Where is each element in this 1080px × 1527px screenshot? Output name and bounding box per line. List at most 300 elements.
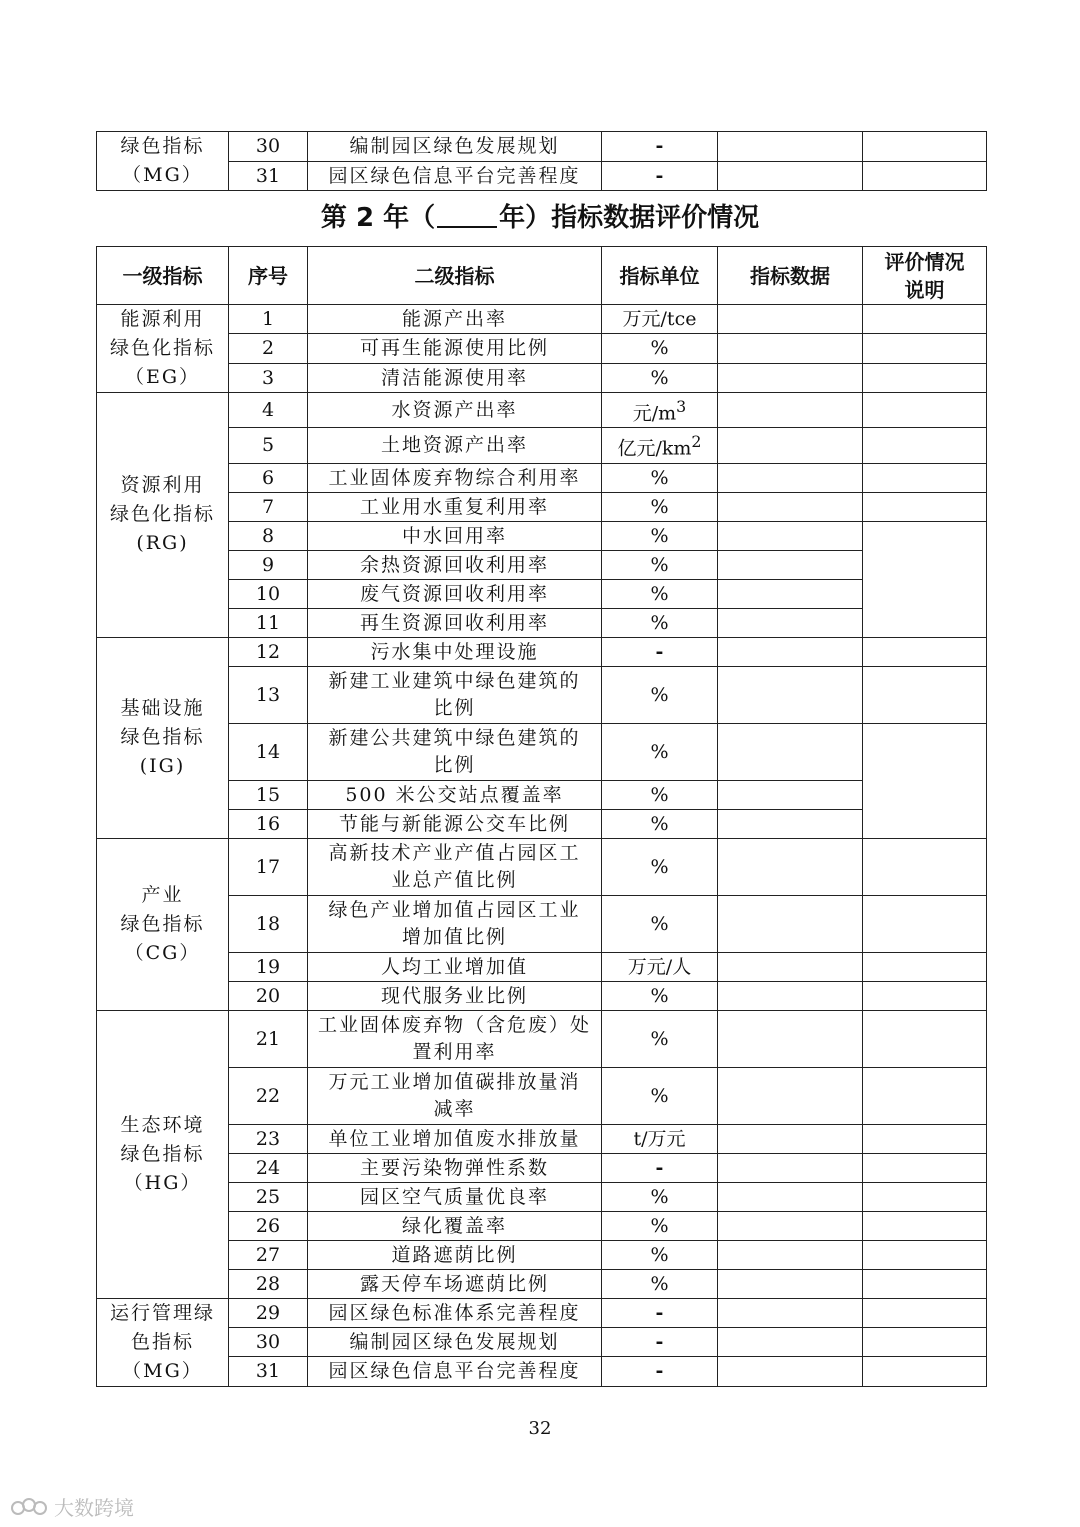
header-eval-line2: 说明 bbox=[904, 277, 945, 302]
indicator-name bbox=[308, 1298, 602, 1327]
indicator-name-line: 节能与新能源公交车比例 bbox=[338, 812, 570, 835]
evaluation-cell bbox=[863, 521, 987, 637]
table-row bbox=[97, 363, 987, 392]
indicator-unit bbox=[602, 579, 718, 608]
unit-text: % bbox=[650, 466, 669, 489]
category-line: 绿色指标 bbox=[120, 135, 205, 157]
indicator-unit bbox=[602, 492, 718, 521]
row-number: 4 bbox=[229, 393, 308, 428]
table-row bbox=[97, 895, 987, 952]
evaluation-cell bbox=[863, 838, 987, 895]
unit-text: 万元/人 bbox=[627, 955, 692, 978]
unit-text: % bbox=[650, 812, 669, 835]
table-row bbox=[97, 1269, 987, 1298]
indicator-name bbox=[308, 1357, 602, 1386]
indicator-name-line: 绿化覆盖率 bbox=[401, 1214, 507, 1237]
indicator-name-line: 万元工业增加值碳排放量消 bbox=[328, 1070, 581, 1093]
continuation-table bbox=[96, 131, 987, 191]
unit-text: - bbox=[655, 1331, 664, 1354]
indicator-data-cell bbox=[718, 1298, 863, 1327]
header-no: 序号 bbox=[229, 247, 308, 305]
indicator-data-cell bbox=[718, 550, 863, 579]
unit-text: - bbox=[655, 1301, 664, 1324]
indicator-name-line: 高新技术产业产值占园区工 bbox=[328, 841, 581, 864]
table-row bbox=[97, 1211, 987, 1240]
unit-text: % bbox=[650, 524, 669, 547]
indicator-unit bbox=[602, 780, 718, 809]
indicator-name bbox=[308, 1327, 602, 1356]
indicator-unit bbox=[602, 666, 718, 723]
category-line: （EG） bbox=[124, 366, 201, 388]
indicator-data-cell bbox=[718, 579, 863, 608]
indicator-name-line: 中水回用率 bbox=[401, 524, 507, 547]
table-row bbox=[97, 1124, 987, 1153]
header-row bbox=[97, 247, 987, 305]
table-row bbox=[97, 1067, 987, 1124]
indicator-name bbox=[308, 579, 602, 608]
evaluation-cell bbox=[863, 1327, 987, 1356]
row-number: 6 bbox=[229, 463, 308, 492]
title-suffix: 年）指标数据评价情况 bbox=[499, 203, 760, 233]
row-number: 31 bbox=[229, 1357, 308, 1386]
indicator-unit bbox=[602, 521, 718, 550]
indicator-name bbox=[308, 393, 602, 428]
header-secondary: 二级指标 bbox=[308, 247, 602, 305]
unit-text: % bbox=[650, 1027, 669, 1050]
unit-text: - bbox=[655, 1156, 664, 1179]
indicator-unit bbox=[602, 334, 718, 363]
indicator-name-line: 人均工业增加值 bbox=[380, 955, 528, 978]
table-row bbox=[97, 521, 987, 550]
unit-text: % bbox=[650, 783, 669, 806]
indicator-name bbox=[308, 463, 602, 492]
evaluation-cell bbox=[863, 1357, 987, 1386]
row-number: 9 bbox=[229, 550, 308, 579]
watermark bbox=[10, 1492, 134, 1521]
indicator-name-line: 500 米公交站点覆盖率 bbox=[345, 783, 564, 806]
indicator-data-cell bbox=[718, 428, 863, 463]
category-line: 绿色指标 bbox=[120, 726, 205, 749]
category-line: 绿色化指标 bbox=[109, 337, 215, 359]
indicator-unit bbox=[602, 608, 718, 637]
category-line: （MG） bbox=[122, 1359, 203, 1382]
indicator-unit bbox=[602, 550, 718, 579]
indicator-name bbox=[308, 637, 602, 666]
indicator-name-line: 增加值比例 bbox=[401, 925, 507, 948]
indicator-unit bbox=[602, 809, 718, 838]
category-line: (IG) bbox=[139, 755, 186, 778]
table-row bbox=[97, 1240, 987, 1269]
table-row bbox=[97, 1327, 987, 1356]
indicator-unit bbox=[602, 637, 718, 666]
unit-superscript: 3 bbox=[676, 397, 687, 416]
indicator-name-line: 主要污染物弹性系数 bbox=[359, 1156, 549, 1179]
unit-text: - bbox=[655, 640, 664, 663]
indicator-name-line: 污水集中处理设施 bbox=[370, 640, 539, 663]
table-row bbox=[97, 952, 987, 981]
category-line: 色指标 bbox=[130, 1330, 194, 1353]
indicator-name-line: 工业固体废弃物（含危废）处 bbox=[317, 1013, 591, 1036]
indicator-unit bbox=[602, 1357, 718, 1386]
indicator-data-cell bbox=[718, 521, 863, 550]
indicator-data-cell bbox=[718, 1182, 863, 1211]
evaluation-cell bbox=[863, 952, 987, 981]
indicator-name-line: 道路遮荫比例 bbox=[391, 1243, 518, 1266]
year-blank bbox=[437, 200, 497, 228]
indicator-name bbox=[308, 1153, 602, 1182]
indicator-data-cell bbox=[718, 305, 863, 334]
evaluation-cell bbox=[863, 1153, 987, 1182]
indicator-name-line: 业总产值比例 bbox=[391, 868, 518, 891]
indicator-name-line: 土地资源产出率 bbox=[380, 434, 528, 457]
unit-text: % bbox=[650, 611, 669, 634]
indicator-data-cell bbox=[718, 809, 863, 838]
category-line: 绿色指标 bbox=[120, 1142, 205, 1165]
unit-text: 亿元/km bbox=[617, 437, 692, 460]
indicator-data-cell bbox=[718, 1211, 863, 1240]
indicator-data-cell bbox=[718, 1269, 863, 1298]
table-row bbox=[97, 492, 987, 521]
indicator-data-cell bbox=[718, 780, 863, 809]
evaluation-cell bbox=[863, 428, 987, 463]
indicator-unit bbox=[602, 393, 718, 428]
watermark-logo-icon bbox=[10, 1496, 50, 1518]
indicator-name-line: 再生资源回收利用率 bbox=[359, 611, 549, 634]
category-cell bbox=[97, 393, 229, 638]
category-line: 能源利用 bbox=[120, 308, 205, 330]
indicator-name-line: 可再生能源使用比例 bbox=[359, 337, 549, 360]
evaluation-cell bbox=[863, 1269, 987, 1298]
table-row bbox=[97, 666, 987, 723]
category-line: （MG） bbox=[122, 164, 203, 186]
unit-text: 元/m bbox=[632, 402, 677, 425]
indicator-data-cell bbox=[718, 334, 863, 363]
row-number: 23 bbox=[229, 1124, 308, 1153]
table-row bbox=[97, 550, 987, 579]
category-line: 绿色指标 bbox=[120, 912, 205, 935]
indicator-name bbox=[308, 305, 602, 334]
indicator-data-cell bbox=[718, 1153, 863, 1182]
row-number: 26 bbox=[229, 1211, 308, 1240]
unit-text: % bbox=[650, 683, 669, 706]
watermark-text: 大数跨境 bbox=[54, 1496, 134, 1520]
category-line: （CG） bbox=[124, 941, 201, 964]
indicator-data-cell bbox=[718, 1067, 863, 1124]
row-number: 28 bbox=[229, 1269, 308, 1298]
indicator-data-cell bbox=[718, 161, 863, 191]
indicator-data-cell bbox=[718, 637, 863, 666]
table-row bbox=[97, 981, 987, 1010]
indicator-unit bbox=[602, 1153, 718, 1182]
evaluation-cell bbox=[863, 1298, 987, 1327]
row-number: 8 bbox=[229, 521, 308, 550]
indicator-data-cell bbox=[718, 463, 863, 492]
indicator-unit bbox=[602, 1124, 718, 1153]
indicator-name bbox=[308, 952, 602, 981]
category-line: 运行管理绿 bbox=[109, 1301, 215, 1324]
indicator-name bbox=[308, 492, 602, 521]
table-row bbox=[97, 463, 987, 492]
indicator-unit bbox=[602, 1327, 718, 1356]
table-row bbox=[97, 1182, 987, 1211]
category-cell bbox=[97, 838, 229, 1010]
indicator-name bbox=[308, 981, 602, 1010]
table-row bbox=[97, 334, 987, 363]
row-number: 20 bbox=[229, 981, 308, 1010]
indicator-name bbox=[308, 1182, 602, 1211]
table-row bbox=[97, 838, 987, 895]
row-number: 27 bbox=[229, 1240, 308, 1269]
row-number: 12 bbox=[229, 637, 308, 666]
row-number: 16 bbox=[229, 809, 308, 838]
indicator-data-cell bbox=[718, 393, 863, 428]
row-number: 30 bbox=[229, 132, 308, 162]
unit-text: % bbox=[650, 1214, 669, 1237]
indicator-table bbox=[96, 246, 987, 1387]
indicator-name-line: 新建公共建筑中绿色建筑的 bbox=[328, 726, 581, 749]
row-number: 17 bbox=[229, 838, 308, 895]
indicator-name bbox=[308, 550, 602, 579]
indicator-name-line: 园区绿色信息平台完善程度 bbox=[328, 1360, 581, 1383]
indicator-unit bbox=[602, 1269, 718, 1298]
indicator-name-line: 园区空气质量优良率 bbox=[359, 1185, 549, 1208]
indicator-name-line: 编制园区绿色发展规划 bbox=[349, 1331, 560, 1354]
category-line: 产业 bbox=[141, 883, 184, 906]
row-number: 30 bbox=[229, 1327, 308, 1356]
indicator-name bbox=[308, 809, 602, 838]
indicator-data-cell bbox=[718, 981, 863, 1010]
indicator-name-line: 工业固体废弃物综合利用率 bbox=[328, 466, 581, 489]
category-line: （HG） bbox=[123, 1171, 202, 1194]
category-line: 绿色化指标 bbox=[109, 503, 215, 526]
indicator-name-line: 新建工业建筑中绿色建筑的 bbox=[328, 669, 581, 692]
evaluation-cell bbox=[863, 1211, 987, 1240]
category-cell bbox=[97, 1010, 229, 1298]
indicator-unit bbox=[602, 1067, 718, 1124]
table-row bbox=[97, 1153, 987, 1182]
indicator-unit bbox=[602, 463, 718, 492]
indicator-data-cell bbox=[718, 363, 863, 392]
indicator-data-cell bbox=[718, 895, 863, 952]
indicator-name-line: 置利用率 bbox=[412, 1040, 497, 1063]
indicator-name bbox=[308, 838, 602, 895]
row-number: 18 bbox=[229, 895, 308, 952]
unit-text: % bbox=[650, 912, 669, 935]
unit-text: % bbox=[650, 740, 669, 763]
indicator-name bbox=[308, 428, 602, 463]
unit-text: % bbox=[650, 553, 669, 576]
unit-text: % bbox=[650, 984, 669, 1007]
unit-text: % bbox=[650, 1272, 669, 1295]
indicator-name bbox=[308, 608, 602, 637]
indicator-unit bbox=[602, 363, 718, 392]
header-primary: 一级指标 bbox=[97, 247, 229, 305]
header-eval bbox=[863, 247, 987, 305]
indicator-unit bbox=[602, 1010, 718, 1067]
unit-text: % bbox=[650, 366, 669, 389]
table-row bbox=[97, 161, 987, 191]
indicator-data-cell bbox=[718, 1357, 863, 1386]
indicator-data-cell bbox=[718, 952, 863, 981]
indicator-data-cell bbox=[718, 492, 863, 521]
evaluation-cell bbox=[863, 132, 987, 162]
row-number: 7 bbox=[229, 492, 308, 521]
table-row bbox=[97, 780, 987, 809]
title-prefix: 第 2 年（ bbox=[320, 203, 436, 233]
table-row bbox=[97, 723, 987, 780]
table-row bbox=[97, 1298, 987, 1327]
evaluation-cell bbox=[863, 637, 987, 666]
table-row bbox=[97, 428, 987, 463]
indicator-name: 编制园区绿色发展规划 bbox=[308, 132, 602, 162]
unit-text: t/万元 bbox=[633, 1127, 686, 1150]
evaluation-cell bbox=[863, 363, 987, 392]
evaluation-cell bbox=[863, 463, 987, 492]
evaluation-cell bbox=[863, 1240, 987, 1269]
table-row bbox=[97, 608, 987, 637]
indicator-unit bbox=[602, 1240, 718, 1269]
evaluation-cell bbox=[863, 895, 987, 952]
indicator-name bbox=[308, 1067, 602, 1124]
unit-text: % bbox=[650, 855, 669, 878]
unit-text: % bbox=[650, 1084, 669, 1107]
evaluation-cell bbox=[863, 305, 987, 334]
row-number: 19 bbox=[229, 952, 308, 981]
indicator-name bbox=[308, 1269, 602, 1298]
row-number: 25 bbox=[229, 1182, 308, 1211]
indicator-name-line: 单位工业增加值废水排放量 bbox=[328, 1127, 581, 1150]
indicator-name: 园区绿色信息平台完善程度 bbox=[308, 161, 602, 191]
unit-text: % bbox=[650, 1185, 669, 1208]
indicator-unit: - bbox=[602, 161, 718, 191]
category-cell bbox=[97, 1298, 229, 1386]
category-line: 生态环境 bbox=[120, 1113, 205, 1136]
indicator-data-cell bbox=[718, 1010, 863, 1067]
row-number: 15 bbox=[229, 780, 308, 809]
row-number: 11 bbox=[229, 608, 308, 637]
indicator-name bbox=[308, 1240, 602, 1269]
indicator-data-cell bbox=[718, 838, 863, 895]
row-number: 22 bbox=[229, 1067, 308, 1124]
row-number: 29 bbox=[229, 1298, 308, 1327]
indicator-unit bbox=[602, 428, 718, 463]
indicator-data-cell bbox=[718, 608, 863, 637]
table-row bbox=[97, 579, 987, 608]
indicator-name-line: 水资源产出率 bbox=[391, 399, 518, 422]
evaluation-cell bbox=[863, 334, 987, 363]
indicator-unit bbox=[602, 1211, 718, 1240]
evaluation-cell bbox=[863, 1067, 987, 1124]
indicator-data-cell bbox=[718, 132, 863, 162]
indicator-name bbox=[308, 895, 602, 952]
indicator-unit bbox=[602, 723, 718, 780]
indicator-name-line: 现代服务业比例 bbox=[380, 984, 528, 1007]
unit-text: % bbox=[650, 1243, 669, 1266]
unit-text: % bbox=[650, 495, 669, 518]
indicator-name bbox=[308, 666, 602, 723]
category-line: 基础设施 bbox=[120, 697, 205, 720]
table-row bbox=[97, 1357, 987, 1386]
row-number: 1 bbox=[229, 305, 308, 334]
evaluation-cell bbox=[863, 723, 987, 838]
unit-text: - bbox=[655, 1360, 664, 1383]
table-row bbox=[97, 305, 987, 334]
row-number: 2 bbox=[229, 334, 308, 363]
indicator-name-line: 余热资源回收利用率 bbox=[359, 553, 549, 576]
evaluation-cell bbox=[863, 1124, 987, 1153]
row-number: 13 bbox=[229, 666, 308, 723]
unit-text: 万元/tce bbox=[622, 308, 697, 331]
evaluation-cell bbox=[863, 981, 987, 1010]
header-data: 指标数据 bbox=[718, 247, 863, 305]
indicator-data-cell bbox=[718, 723, 863, 780]
table-row bbox=[97, 393, 987, 428]
category-cell bbox=[97, 305, 229, 393]
indicator-unit bbox=[602, 981, 718, 1010]
table-row bbox=[97, 637, 987, 666]
indicator-unit bbox=[602, 838, 718, 895]
page-title bbox=[0, 196, 1080, 240]
category-line: (RG) bbox=[136, 532, 189, 555]
row-number: 3 bbox=[229, 363, 308, 392]
evaluation-cell bbox=[863, 492, 987, 521]
indicator-data-cell bbox=[718, 1327, 863, 1356]
indicator-name-line: 减率 bbox=[433, 1097, 476, 1120]
indicator-name bbox=[308, 1211, 602, 1240]
row-number: 14 bbox=[229, 723, 308, 780]
evaluation-cell bbox=[863, 1010, 987, 1067]
indicator-name bbox=[308, 521, 602, 550]
indicator-name-line: 比例 bbox=[433, 696, 476, 719]
indicator-name bbox=[308, 1124, 602, 1153]
indicator-name-line: 露天停车场遮荫比例 bbox=[359, 1272, 549, 1295]
indicator-data-cell bbox=[718, 1124, 863, 1153]
indicator-unit bbox=[602, 1298, 718, 1327]
indicator-unit bbox=[602, 952, 718, 981]
table-row bbox=[97, 1010, 987, 1067]
indicator-name bbox=[308, 363, 602, 392]
unit-text: % bbox=[650, 582, 669, 605]
indicator-name bbox=[308, 1010, 602, 1067]
indicator-name-line: 园区绿色标准体系完善程度 bbox=[328, 1301, 581, 1324]
header-eval-line1: 评价情况 bbox=[884, 249, 965, 274]
indicator-name-line: 绿色产业增加值占园区工业 bbox=[328, 898, 581, 921]
indicator-unit bbox=[602, 305, 718, 334]
indicator-data-cell bbox=[718, 666, 863, 723]
indicator-name-line: 废气资源回收利用率 bbox=[359, 582, 549, 605]
evaluation-cell bbox=[863, 161, 987, 191]
table-row bbox=[97, 809, 987, 838]
row-number: 21 bbox=[229, 1010, 308, 1067]
indicator-name-line: 能源产出率 bbox=[401, 308, 507, 331]
row-number: 10 bbox=[229, 579, 308, 608]
indicator-name bbox=[308, 334, 602, 363]
row-number: 24 bbox=[229, 1153, 308, 1182]
indicator-name-line: 清洁能源使用率 bbox=[380, 366, 528, 389]
evaluation-cell bbox=[863, 393, 987, 428]
indicator-name-line: 工业用水重复利用率 bbox=[359, 495, 549, 518]
category-cell bbox=[97, 132, 229, 191]
unit-text: % bbox=[650, 337, 669, 360]
row-number: 5 bbox=[229, 428, 308, 463]
table-row bbox=[97, 132, 987, 162]
indicator-name bbox=[308, 723, 602, 780]
page-number: 32 bbox=[528, 1418, 552, 1439]
category-line: 资源利用 bbox=[120, 474, 205, 497]
indicator-unit: - bbox=[602, 132, 718, 162]
indicator-unit bbox=[602, 1182, 718, 1211]
indicator-name bbox=[308, 780, 602, 809]
